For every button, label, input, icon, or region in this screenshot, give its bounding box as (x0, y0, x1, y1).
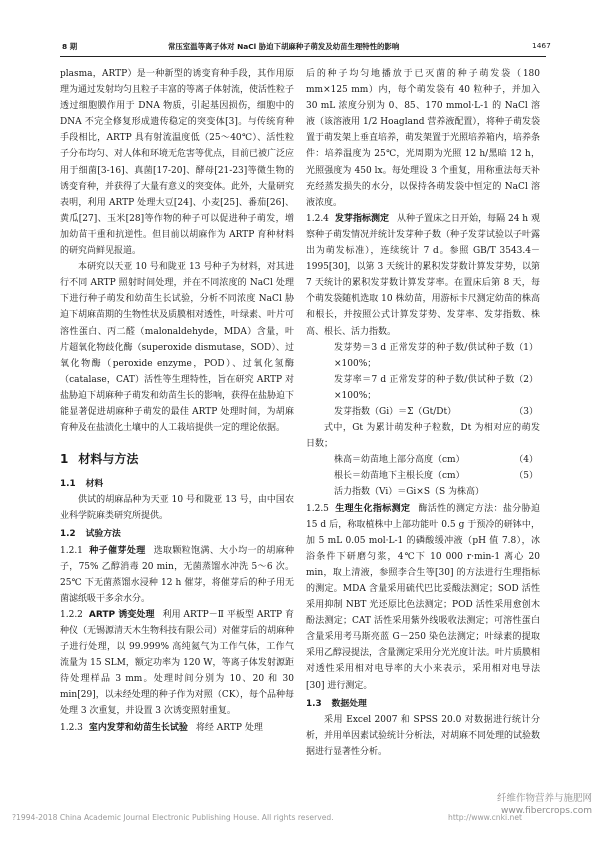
subsection-heading-materials (60, 476, 294, 492)
subsubsection-number: 1.2.4 (306, 213, 329, 224)
data-processing-paragraph: 采用 Excel 2007 和 SPSS 20.0 对数据进行统计分析，并用单因素试验统计分析法，对胡麻不同处理的试验数据进行显著性分析。 (306, 714, 541, 757)
equation-number: （2） (514, 374, 538, 385)
equation-text: 株高＝幼苗地上部分高度（cm） (334, 455, 465, 466)
subsection-number: 1.2 (60, 529, 76, 540)
subsubsection-text: 选取颗粒饱满、大小均一的胡麻种子，75% 乙醇消毒 20 min，无菌蒸馏水冲洗 5～6 次。25℃ 下无菌蒸馏水浸种 12 h 催芽，将催芽后的种子用无菌滤纸吸干多余水分。 (60, 545, 294, 604)
equation-3 (306, 404, 540, 420)
subsubsection-number: 1.2.3 (60, 722, 83, 733)
header-rule (60, 56, 546, 57)
equation-2 (306, 372, 540, 404)
watermark-line-2: www.fibercrops.com (501, 806, 592, 816)
subsubsection-number: 1.2.1 (60, 545, 83, 556)
page-number: 1467 (532, 41, 551, 50)
equation-text: 发芽指数（Gi）＝Σ（Gt/Dt） (334, 406, 457, 417)
equation-number: （1） (514, 342, 538, 353)
equation-1 (306, 340, 540, 372)
subsubsection-number: 1.2.5 (306, 503, 329, 514)
equation-number: （5） (514, 471, 538, 482)
seed-pregermination-paragraph (60, 543, 294, 607)
subsubsection-text: 利用 ARTP－Ⅱ 平板型 ARTP 育种仪（无锡源清天木生物科技有限公司）对催芽后的胡麻种子进行处理，以 99.999% 高纯氦气为工作气体，工作气流量为 15 SLM，额定功率为 120 W，等离子体发射源距待处理样品 3 mm。处理时间分别为 10、20 和 30 min[29]，以未经处理的种子作为对照（CK），每个品种每处理 3 次重复，并设置 3 次诱变照射重复。 (60, 609, 295, 717)
subsubsection-title: ARTP 诱变处理 (88, 609, 155, 620)
subsubsection-title: 室内发芽和幼苗生长试验 (88, 722, 188, 733)
issue-label: 8 期 (62, 42, 78, 51)
subsubsection-text: 酶活性的测定方法：盐分胁迫 15 d 后，称取植株中上部功能叶 0.5 g 于预冷的研钵中，加 5 mL 0.05 mol·L-1 的磷酸缓冲液（pH 值 7.8），冰浴条件下研磨匀浆，4℃下 10 000 r·min-1 离心 20 min，取上清液，参照李合生等[30] 的方法进行生理指标的测定。MDA 含量采用硫代巴比妥酸法测定；SOD 活性采用抑制 NBT 光还原比色法测定；POD 活性采用愈创木酚法测定；CAT 活性采用紫外线吸收法测定；可溶性蛋白含量采用考马斯亮蓝 G－250 染色法测定；叶绿素的提取采用乙醇浸提法，含量测定采用分光光度计法。叶片质膜相对透性采用相对电导率的大小来表示，采用相对电导法[30] 进行测定。 (306, 503, 541, 691)
equation-6 (306, 484, 540, 500)
running-title: 常压室温等离子体对 NaCl 胁迫下胡麻种子萌发及幼苗生理特性的影响 (168, 42, 400, 51)
subsection-title: 数据处理 (331, 698, 367, 709)
germination-test-paragraph (60, 720, 294, 736)
artp-treatment-paragraph (60, 607, 294, 720)
equation-text: 发芽势＝3 d 正常发芽的种子数/供试种子数×100%； (334, 342, 515, 369)
subsubsection-title: 种子催芽处理 (88, 545, 146, 556)
section-number: 1 (60, 452, 69, 467)
subsection-title: 材料 (85, 479, 104, 490)
equation-text: 发芽率＝7 d 正常发芽的种子数/供试种子数×100%； (334, 374, 515, 401)
equation-text: 活力指数（Vi）＝Gi×S（S 为株高） (334, 487, 485, 498)
intro-paragraph-2: 本研究以天亚 10 号和陇亚 13 号种子为材料，对其进行不同 ARTP 照射时间处理，并在不同浓度的 NaCl 处理下进行种子萌发和幼苗生长试验，分析不同浓度 NaCl 胁迫下胡麻苗期的生物性状及质膜相对透性，叶绿素、叶片可溶性蛋白、丙二醛（malonaldehyde，MDA）含量，叶片超氧化物歧化酶（superoxide dismutase，SOD）、过氧化物酶（peroxide enzyme，POD）、过氧化氢酶（catalase，CAT）活性等生理特性，旨在研究 ARTP 对盐胁迫下胡麻种子萌发和幼苗生长的影响，获得在盐胁迫下能显著促进胡麻种子萌发的最佳 ARTP 处理时间，为胡麻育种及在盐渍化土壤中的人工栽培提供一定的理论依据。 (60, 262, 295, 434)
physiology-paragraph (306, 501, 540, 694)
subsubsection-text: 将经 ARTP 处理 (195, 722, 263, 733)
section-title: 材料与方法 (78, 452, 139, 467)
germination-test-continued: 后的种子均匀地播放于已灭菌的种子萌发袋（180 mm×125 mm）内，每个萌发袋有 40 粒种子，并加入 30 mL 浓度分别为 0、85、170 mmol·L-1 的 NaCl 溶液（该溶液用 1/2 Hoagland 营养液配置），将种子萌发袋置于萌发架上垂直培养，萌发架置于光照培养箱内，培养条件：培养温度为 25℃，光周期为光照 12 h/黑暗 12 h，光照强度为 450 lx。每处理设 3 个重复，用称重法每天补充经蒸发损失的水分，以保持各萌发袋中恒定的 NaCl 溶液浓度。 (306, 69, 541, 208)
equation-5 (306, 468, 540, 484)
section-heading-materials-methods (60, 450, 294, 468)
equation-number: （3） (514, 406, 538, 417)
equation-number: （4） (514, 455, 538, 466)
running-header (0, 38, 595, 54)
right-column (306, 66, 540, 760)
left-column (60, 66, 294, 736)
equation-text: 根长＝幼苗地下主根长度（cm） (334, 471, 465, 482)
germination-index-paragraph (306, 211, 540, 340)
subsubsection-title: 生理生化指标测定 (334, 503, 411, 514)
page-footer (0, 813, 595, 825)
equation-3-description: 式中，Gt 为累计萌发种子粒数，Dt 为相对应的萌发日数； (306, 423, 540, 450)
subsubsection-text: 从种子置床之日开始，每隔 24 h 观察种子萌发情况并统计发芽种子数（种子发芽试验以子叶露出为萌发标准），连续统计 7 d。参照 GB/T 3543.4－1995[30]，以第 3 天统计的累积发芽数计算发芽势，以第 7 天统计的累积发芽数计算发芽率。在置床后第 8 天，每个萌发袋随机选取 10 株幼苗，用游标卡尺测定幼苗的株高和根长，并按照公式计算发芽势、发芽率、发芽指数、株高、根长、活力指数。 (306, 213, 541, 337)
copyright-notice: ?1994-2018 China Academic Journal Electronic Publishing House. All rights reserved. (12, 813, 334, 822)
subsection-heading-data-processing (306, 696, 540, 712)
subsubsection-title: 发芽指标测定 (334, 213, 389, 224)
subsubsection-number: 1.2.2 (60, 609, 83, 620)
intro-paragraph-1: plasma，ARTP）是一种新型的诱变育种手段，其作用原理为通过发射均匀且粒子丰富的等离子体射流，使活性粒子透过细胞膜作用于 DNA 物质，引起基因损伤，细胞中的 DNA 不完全修复形成遗传稳定的突变体[3]。与传统育种手段相比，ARTP 具有射流温度低（25～40℃）、活性粒子分布均匀、对人体和环境无危害等优点，目前已被广泛应用于细菌[3-16]、真菌[17-20]、酵母[21-23]等微生物的诱变育种，并获得了大量有意义的突变体。此外，大量研究表明，利用 ARTP 处理大豆[24]、小麦[25]、番茄[26]、黄瓜[27]、玉米[28]等作物的种子可以促进种子萌发，增加幼苗干重和抗逆性。但目前以胡麻作为 ARTP 育种材料的研究尚鲜见报道。 (60, 69, 295, 257)
subsection-number: 1.1 (60, 479, 76, 490)
watermark-line-1: 纤维作物营养与施肥网 (496, 793, 592, 804)
materials-paragraph: 供试的胡麻品种为天亚 10 号和陇亚 13 号，由中国农业科学院麻类研究所提供。 (60, 495, 294, 522)
subsection-heading-methods (60, 526, 294, 542)
subsection-number: 1.3 (306, 698, 322, 709)
equation-4 (306, 452, 540, 468)
footer-site-link[interactable]: http://www.cnki.net (448, 813, 522, 822)
subsection-title: 试验方法 (85, 529, 121, 540)
